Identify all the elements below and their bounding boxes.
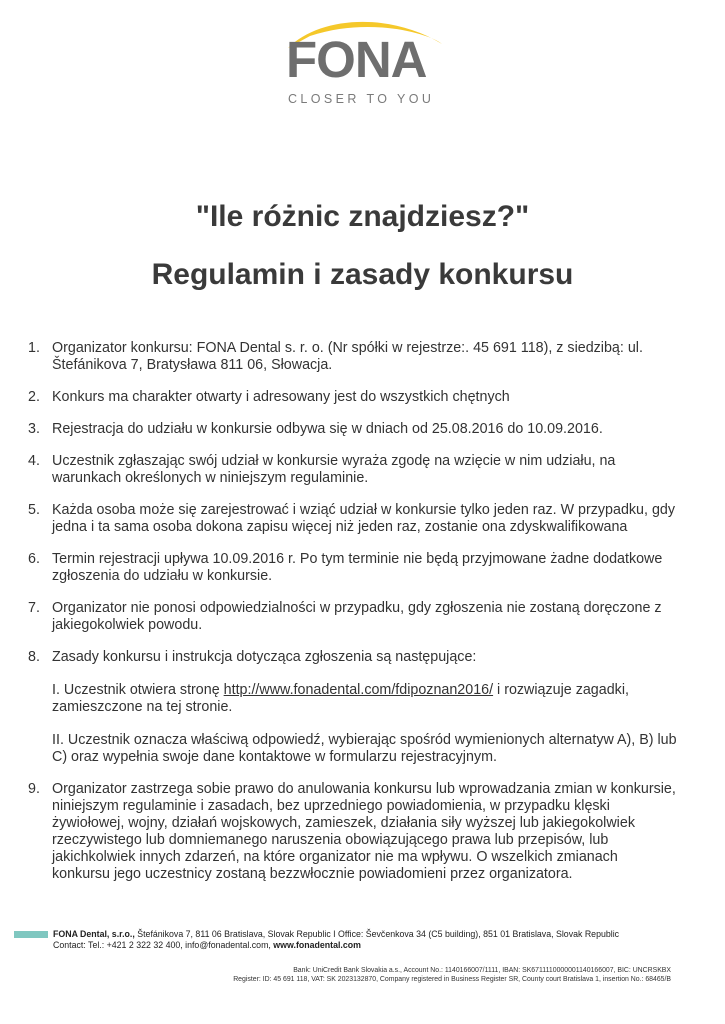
footer-address-line: [53, 929, 713, 940]
footer-accent-bar: [14, 931, 48, 938]
rule-text: Każda osoba może się zarejestrować i wziąć udział w konkursie tylko jeden raz. W przypadku, gdy jedna i ta sama osoba dokona zapisu więcej niż jeden raz, zostanie ona zdyskwalifikowana: [52, 502, 675, 535]
rule-item-1: [28, 340, 678, 374]
rule-item-6: [28, 551, 678, 585]
rule-text: Rejestracja do udziału w konkursie odbywa się w dniach od 25.08.2016 do 10.09.2016.: [52, 421, 603, 437]
rule-item-3: [28, 421, 678, 438]
rule-item-5: [28, 502, 678, 536]
step-1-text-after: i rozwiązuje zagadki, zamieszczone na tej stronie.: [52, 682, 629, 715]
rule-number: 3.: [28, 421, 40, 437]
rule-number: 2.: [28, 389, 40, 405]
fona-logo: [0, 0, 725, 120]
footer-company-name: FONA Dental, s.r.o.,: [53, 929, 135, 939]
rule-text: Termin rejestracji upływa 10.09.2016 r. Po tym terminie nie będą przyjmowane żadne dodatkowe zgłoszenia do udziału w konkursie.: [52, 551, 663, 584]
logo-tagline: CLOSER TO YOU: [288, 92, 435, 106]
rule-number: 7.: [28, 600, 40, 616]
rule-item-2: [28, 389, 678, 406]
rule-text: Organizator zastrzega sobie prawo do anulowania konkursu lub wprowadzania zmian w konkursie, niniejszym regulaminie i zasadach, bez uprzedniego powiadomienia, w przypadku klęski żywiołowej, wojny, działań wojskowych, zamieszek, działania siły wyższej lub jakiegokolwiek rzeczywistego lub domniemanego naruszenia obowiązującego prawa lub przepisów, lub jakichkolwiek innych zdarzeń, na które organizator nie ma wpływu. O wszelkich zmianach konkursu jego uczestnicy zostaną bezzwłocznie powiadomieni przez organizatora.: [52, 781, 676, 882]
page-title: "Ile różnic znajdziesz?": [195, 200, 530, 233]
footer-bank-line: Bank: UniCredit Bank Slovakia a.s., Account No.: 1140166007/1111, IBAN: SK6711110000001140166007, BIC: UNCRSKBX: [293, 967, 671, 974]
footer-website-link[interactable]: www.fonadental.com: [273, 940, 361, 950]
rule-8-step-1: [52, 682, 678, 716]
rule-item-4: [28, 453, 678, 487]
rule-number: 6.: [28, 551, 40, 567]
rule-item-8: [28, 649, 678, 766]
step-1-text-before: I. Uczestnik otwiera stronę: [52, 682, 224, 698]
rules-list: [28, 340, 678, 898]
rule-number: 8.: [28, 649, 40, 665]
footer-contact: [53, 929, 713, 951]
rule-item-9: [28, 781, 678, 883]
rule-number: 5.: [28, 502, 40, 518]
footer-address: Štefánikova 7, 811 06 Bratislava, Slovak Republic I Office: Ševčenkova 34 (C5 building), 851 01 Bratislava, Slovak Republic: [134, 929, 620, 939]
rule-number: 4.: [28, 453, 40, 469]
page-subtitle: Regulamin i zasady konkursu: [151, 258, 574, 291]
rule-8-step-2: II. Uczestnik oznacza właściwą odpowiedź, wybierając spośród wymienionych alternatyw A), B) lub C) oraz wypełnia swoje dane kontaktowe w formularzu rejestracyjnym.: [52, 732, 677, 765]
rule-item-7: [28, 600, 678, 634]
rule-text: Organizator nie ponosi odpowiedzialności w przypadku, gdy zgłoszenia nie zostaną doręczone z jakiegokolwiek powodu.: [52, 600, 662, 633]
footer-contact-text: Contact: Tel.: +421 2 322 32 400, info@fonadental.com,: [53, 940, 274, 950]
rule-number: 9.: [28, 781, 40, 797]
rule-text: Zasady konkursu i instrukcja dotycząca zgłoszenia są następujące:: [52, 649, 477, 665]
rule-number: 1.: [28, 340, 40, 356]
rule-text: Konkurs ma charakter otwarty i adresowany jest do wszystkich chętnych: [52, 389, 510, 405]
contest-link[interactable]: http://www.fonadental.com/fdipoznan2016/: [223, 682, 494, 698]
rule-text: Organizator konkursu: FONA Dental s. r. o. (Nr spółki w rejestrze:. 45 691 118), z siedzibą: ul. Štefánikova 7, Bratysława 811 06, Słowacja.: [52, 340, 643, 373]
logo-wordmark: FONA: [286, 31, 427, 88]
rule-text: Uczestnik zgłaszając swój udział w konkursie wyraża zgodę na wzięcie w nim udziału, na warunkach określonych w niniejszym regulaminie.: [52, 453, 616, 486]
footer-bank-info: [111, 966, 671, 984]
footer-register-line: Register: ID: 45 691 118, VAT: SK 2023132870, Company registered in Business Register SR, County court Bratislava 1, insertion No.: 68465/B: [233, 976, 671, 983]
footer-contact-line: [53, 940, 713, 951]
